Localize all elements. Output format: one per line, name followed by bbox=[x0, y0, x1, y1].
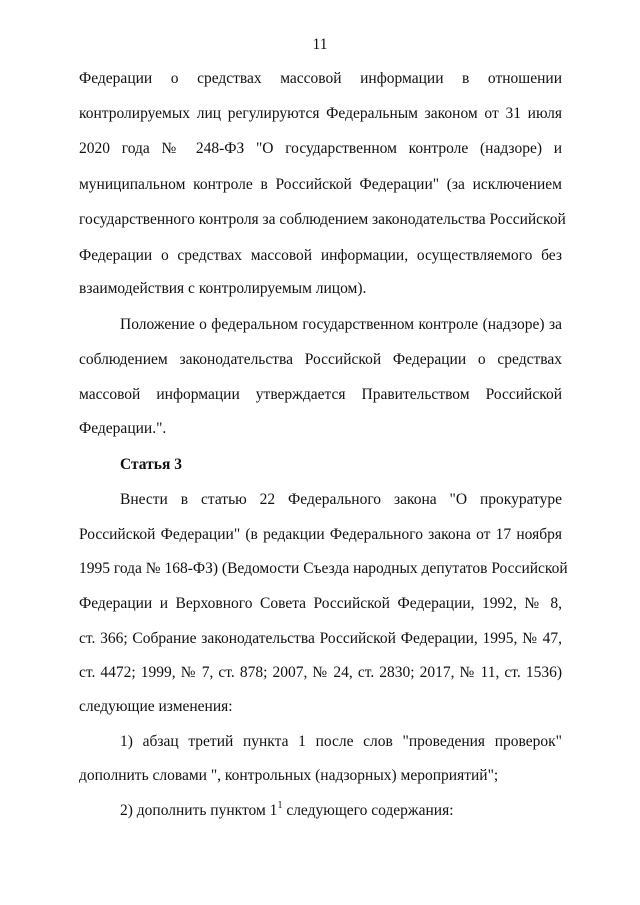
text-line: следующие изменения: bbox=[79, 698, 233, 715]
text-line: муниципальном контроле в Российской Федерации" (за исключением bbox=[79, 176, 562, 193]
text-line: соблюдением законодательства Российской Федерации о средствах bbox=[79, 351, 562, 368]
text-line: массовой информации утверждается Правительством Российской bbox=[79, 386, 562, 403]
superscript: 1 bbox=[277, 799, 283, 811]
text-fragment: следующего содержания: bbox=[282, 802, 454, 819]
text-line: 1995 года № 168-ФЗ) (Ведомости Съезда народных депутатов Российской bbox=[79, 560, 568, 577]
text-line: взаимодействия с контролируемым лицом). bbox=[79, 280, 367, 297]
text-line: 1) абзац третий пункта 1 после слов "проведения проверок" bbox=[120, 733, 562, 750]
text-line: Российской Федерации" (в редакции Федерального закона от 17 ноября bbox=[79, 526, 562, 543]
text-line: Внести в статью 22 Федерального закона "О прокуратуре bbox=[120, 491, 562, 508]
text-line bbox=[120, 799, 454, 820]
text-line: контролируемых лиц регулируются Федеральным законом от 31 июля bbox=[79, 105, 562, 122]
text-line: Федерации о средствах массовой информации в отношении bbox=[79, 70, 562, 87]
text-line: Федерации.". bbox=[79, 420, 167, 437]
text-line: Федерации и Верховного Совета Российской Федерации, 1992, № 8, bbox=[79, 595, 562, 612]
text-fragment: 2) дополнить пунктом 1 bbox=[120, 802, 278, 819]
text-line: Положение о федеральном государственном контроле (надзоре) за bbox=[120, 316, 562, 333]
text-line: 2020 года № 248-ФЗ "О государственном контроле (надзоре) и bbox=[79, 140, 562, 157]
text-line: ст. 366; Собрание законодательства Российской Федерации, 1995, № 47, bbox=[79, 630, 562, 647]
page-number: 11 bbox=[312, 36, 328, 53]
article-heading: Статья 3 bbox=[120, 456, 182, 473]
text-line: государственного контроля за соблюдением законодательства Российской bbox=[79, 211, 566, 228]
text-line: Федерации о средствах массовой информации, осуществляемого без bbox=[79, 247, 562, 264]
text-line: дополнить словами ", контрольных (надзорных) мероприятий"; bbox=[79, 767, 499, 784]
text-line: ст. 4472; 1999, № 7, ст. 878; 2007, № 24, ст. 2830; 2017, № 11, ст. 1536) bbox=[79, 664, 562, 681]
